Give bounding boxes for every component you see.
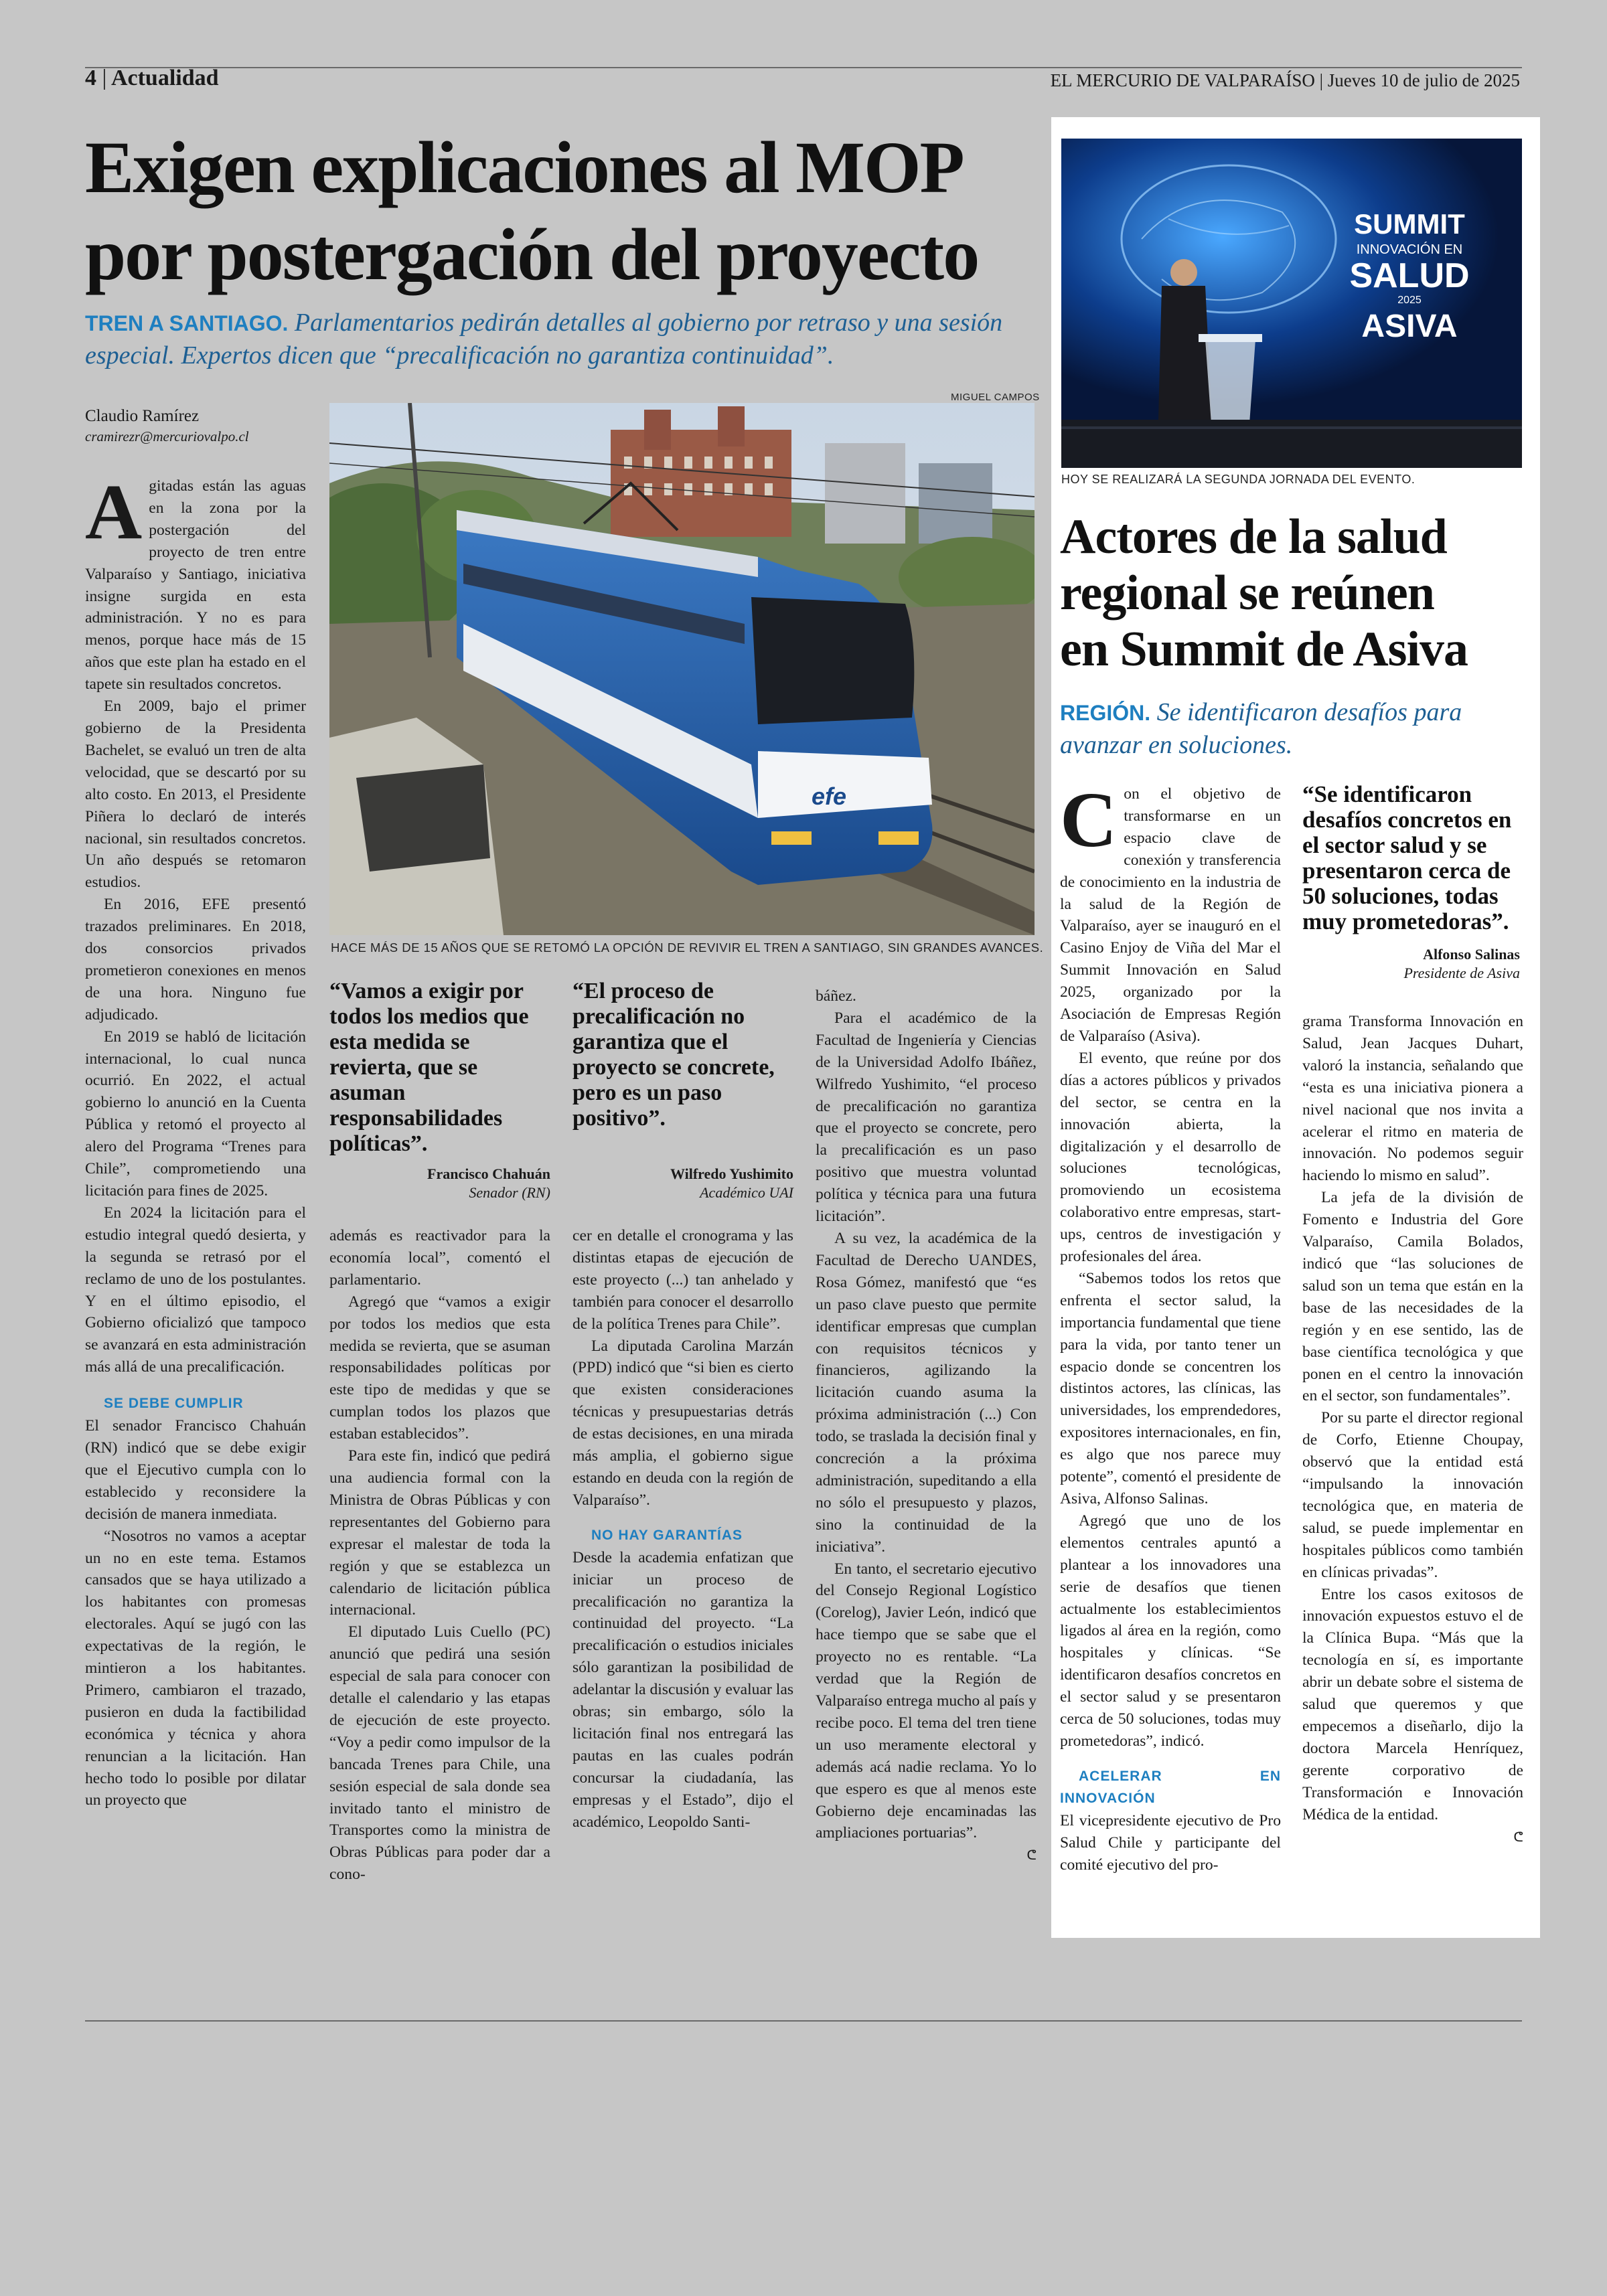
main-col2-p4: El diputado Luis Cuello (PC) anunció que pedirá una sesión especial de sala para conocer con detalle el calendario y las etapas de ejecución de este proyecto. “Voy a pedir como impulsor de la bancada Trenes para Chile, una sesión especial de sala donde sea invitado tanto el ministro de Transportes como la ministra de Obras Públicas para poder dar a cono- [329, 1623, 550, 1884]
main-col3-p1: cer en detalle el cronograma y las distintas etapas de ejecución de este proyecto (...) tan anhelado y también para conocer el desarrollo de la política Trenes para Chile”. [572, 1227, 793, 1333]
quote-salinas-attribution [1302, 945, 1520, 983]
page-number: 4 [85, 66, 96, 90]
side-col2-p1: grama Transforma Innovación en Salud, Jean Jacques Duhart, valoró la instancia, señalando que “esta es una iniciativa pionera a nivel nacional que nos invita a acelerar el ritmo en materia de innovación. No podemos seguir haciendo lo mismo en salud”. [1302, 1013, 1523, 1185]
banner-salud: SALUD [1349, 256, 1470, 295]
side-col1-p4: Agregó que uno de los elementos centrales apuntó a plantear a los innovadores una serie de desafíos que tienen actualmente los establecimientos ligados al área en la región, como hospitales y clínicas. “Se identificaron desafíos concretos en el sector salud y se presentaron cerca de 50 soluciones, todas muy prometedoras”, indicó. [1060, 1511, 1281, 1750]
side-col1-p5: El vicepresidente ejecutivo de Pro Salud Chile y participante del comité ejecutivo del pro- [1060, 1811, 1281, 1874]
summit-photo [1061, 139, 1522, 468]
main-col4-p4: En tanto, el secretario ejecutivo del Consejo Regional Logístico (Corelog), Javier León, indicó que hace tiempo que se sabe que el proyecto no es rentable. “La verdad que la Región de Valparaíso entrega mucho al país y recibe poco. El tema del tren tiene un uso meramente electoral y además acá nadie reclama. Yo lo que espero es que al menos este Gobierno deje encaminadas las ampliaciones portuarias”. [816, 1560, 1037, 1842]
side-headline-line2: regional se reúnen [1060, 566, 1434, 621]
main-subhead-debe-cumplir: SE DEBE CUMPLIR [104, 1396, 244, 1412]
side-end-mark-icon: ᕦ [1513, 1828, 1523, 1845]
train-illustration [329, 403, 1035, 935]
author-name: Claudio Ramírez [85, 407, 200, 425]
summit-photo-caption: HOY SE REALIZARÁ LA SEGUNDA JORNADA DEL EVENTO. [1061, 473, 1415, 486]
side-col1-p3: “Sabemos todos los retos que enfrenta el sector salud, la importancia fundamental que tiene para la vida, por tanto tener un espacio donde se concentren los distintos actores, las clínicas, las universidades, los emprendedores, expositores internacionales, en fin, es algo que nos parece muy potente”, comentó el presidente de Asiva, Alfonso Salinas. [1060, 1269, 1281, 1507]
main-col2-p1: además es reactivador para la economía local”, comentó el parlamentario. [329, 1227, 550, 1289]
main-col2-p3: Para este fin, indicó que pedirá una audiencia formal con la Ministra de Obras Públicas y con representantes del Gobierno para expresar el malestar de toda la región y que se establezca un calendario de licitación pública internacional. [329, 1447, 550, 1619]
publication-date: Jueves 10 de julio de 2025 [1327, 70, 1520, 90]
main-headline-line2: por postergación del proyecto [85, 214, 979, 295]
main-column-2 [329, 1225, 550, 1886]
summit-illustration [1061, 139, 1522, 468]
quote-chahuan-role: Senador (RN) [469, 1184, 550, 1201]
main-deck [85, 307, 1036, 372]
main-headline-line1: Exigen explicaciones al MOP [85, 127, 964, 208]
train-photo-caption: HACE MÁS DE 15 AÑOS QUE SE RETOMÓ LA OPCIÓN DE REVIVIR EL TREN A SANTIAGO, SIN GRANDES AVANCES. [331, 940, 1044, 955]
publication-name: EL MERCURIO DE VALPARAÍSO [1050, 70, 1315, 90]
main-col3-p3: Desde la academia enfatizan que iniciar un proceso de precalificación no garantiza la continuidad del proyecto. “La precalificación o estudios iniciales sólo garantizan la posibilidad de adelantar la discusión y evaluar las obras; sin embargo, sólo la licitación final nos entregará las pautas en las cuales podrán concursar la ciudadanía, las empresas y el Estado”, dijo el académico, Leopoldo Santi- [572, 1548, 793, 1831]
main-col1-p4: En 2019 se habló de licitación internacional, lo cual nunca ocurrió. En 2022, el actual gobierno lo anunció en la Cuenta Pública y retomó el proyecto al alero del Programa “Trenes para Chile”, comprometiendo una licitación para fines de 2025. [85, 1028, 306, 1200]
page-header-right: EL MERCURIO DE VALPARAÍSO | Jueves 10 de julio de 2025 [1050, 70, 1520, 90]
train-logo-text: efe [812, 783, 847, 810]
side-kicker: REGIÓN. [1060, 701, 1151, 725]
main-dropcap: A [85, 468, 143, 556]
main-column-1 [85, 468, 306, 1811]
main-column-4 [816, 985, 1037, 1866]
side-col2-p2: La jefa de la división de Fomento e Industria del Gore Valparaíso, Camila Bolados, indicó que “las soluciones de salud son un tema que están en la base de las necesidades de la región y en ese sentido, las de base científica tecnológica y que ponen en el centro la innovación en el sector, son fundamentales”. [1302, 1189, 1523, 1405]
quote-yushimito-name: Wilfredo Yushimito [670, 1165, 793, 1182]
side-column-2 [1302, 1011, 1523, 1848]
section-name: Actualidad [110, 66, 219, 90]
page-header-left: 4 | Actualidad [85, 66, 219, 90]
quote-chahuan-attribution [329, 1165, 550, 1202]
quote-salinas-role: Presidente de Asiva [1403, 965, 1520, 981]
main-headline [85, 124, 978, 298]
main-end-mark-icon: ᕦ [1026, 1847, 1037, 1864]
quote-salinas-text: “Se identificaron desafíos concretos en el sector salud y se presentaron cerca de 50 soluciones, todas muy prometedoras”. [1302, 781, 1512, 934]
side-col2-p3: Por su parte el director regional de Corfo, Etienne Choupay, observó que la entidad está “impulsando la innovación tecnológica que, en materia de salud, se puede implementar en hospitales públicos como también en clínicas privadas”. [1302, 1409, 1523, 1581]
quote-yushimito-text: “El proceso de precalificación no garantiza que el proyecto se concrete, pero es un paso positivo”. [572, 979, 775, 1131]
banner-asiva: ASIVA [1361, 309, 1458, 344]
main-col4-p1: báñez. [816, 987, 856, 1005]
side-col2-p4: Entre los casos exitosos de innovación expuestos estuvo el de la Clínica Bupa. “Más que la tecnología en sí, es importante abrir un debate sobre el sistema de salud que queremos y que empecemos a diseñarlo, dijo la doctora Marcela Henríquez, gerente corporativo de Transformación e Innovación Médica de la entidad. [1302, 1585, 1523, 1823]
byline [85, 407, 249, 445]
side-col1-p2: El evento, que reúne por dos días a actores públicos y privados del sector, se centra en la innovación abierta, la digitalización y el desarrollo de soluciones tecnológicas, promoviendo un ecosistema colaborativo entre empresas, start-ups, centros de investigación y profesionales del área. [1060, 1049, 1281, 1266]
author-email: cramirezr@mercuriovalpo.cl [85, 428, 249, 444]
main-col4-p2: Para el académico de la Facultad de Ingeniería y Ciencias de la Universidad Adolfo Ibáñez, Wilfredo Yushimito, “el proceso de precalificación no garantiza que el proyecto se concrete, pero la precalificación es un paso positivo que muestra voluntad política y técnica para una futura licitación”. [816, 1009, 1037, 1226]
quote-chahuan-name: Francisco Chahuán [427, 1165, 550, 1182]
main-col1-p5: En 2024 la licitación para el estudio integral quedó desierta, y la segunda se retrasó por el reclamo de uno de los postulantes. Y en el último episodio, el Gobierno oficializó que tampoco se avanzará en esta administración más allá de una precalificación. [85, 1204, 306, 1376]
side-headline [1060, 509, 1468, 677]
main-col1-p7: “Nosotros no vamos a aceptar un no en este tema. Estamos cansados que se haya utilizado a los habitantes con promesas electorales. Aquí se jugó con las expectativas de la región, le mintieron a los habitantes. Primero, cambiaron el trazado, pusieron en duda la factibilidad económica y técnica y ahora renuncian a la licitación. Han hecho todo lo posible por dilatar un proyecto que [85, 1527, 306, 1809]
quote-yushimito-role: Académico UAI [700, 1184, 793, 1201]
main-col1-p1: gitadas están las aguas en la zona por la postergación del proyecto de tren entre Valparaíso y Santiago, iniciativa insigne surgida en esta administración. Y no es para menos, porque hace más de 15 años que este plan ha estado en el tapete sin resultados concretos. [85, 477, 306, 693]
banner-innovacion: INNOVACIÓN EN [1356, 242, 1463, 257]
main-col3-p2: La diputada Carolina Marzán (PPD) indicó que “si bien es cierto que existen consideraciones técnicas y presupuestarias detrás de estas decisiones, en una mirada más amplia, el gobierno sigue estando en deuda con la región de Valparaíso”. [572, 1337, 793, 1509]
side-dropcap: C [1060, 776, 1118, 864]
banner-year: 2025 [1397, 295, 1422, 306]
quote-chahuan-text: “Vamos a exigir por todos los medios que esta medida se revierta, que se asuman responsabilidades políticas”. [329, 979, 529, 1156]
train-photo [329, 403, 1035, 935]
photo-credit: MIGUEL CAMPOS [951, 392, 1040, 403]
main-column-3 [572, 1225, 793, 1833]
main-col2-p2: Agregó que “vamos a exigir por todos los medios que esta medida se revierta, que se asuman responsabilidades políticas por este tipo de medidas y que se cumplan todos los plazos que estaban establecidos”. [329, 1293, 550, 1443]
main-col4-p3: A su vez, la académica de la Facultad de Derecho UANDES, Rosa Gómez, manifestó que “es un paso clave puesto que permite identificar empresas que cumplan con requisitos técnicos y financieros, agilizando la licitación cuando asuma la próxima administración (...) Con todo, se traslada la decisión final y concreción a la próxima administración, supeditando a ella no sólo el presupuesto y plazos, sino la continuidad de la iniciativa”. [816, 1229, 1037, 1556]
quote-salinas-name: Alfonso Salinas [1423, 946, 1520, 963]
main-col1-p3: En 2016, EFE presentó trazados preliminares. En 2018, dos consorcios privados prometieron conexiones en menos de una hora. Ninguno fue adjudicado. [85, 896, 306, 1023]
main-col1-p2: En 2009, bajo el primer gobierno de la Presidenta Bachelet, se evaluó un tren de alta velocidad, que se descartó por su alto costo. En 2013, el Presidente Piñera lo declaró de interés nacional, sin resultados concretos. Un año después se retomaron estudios. [85, 698, 306, 892]
side-col1-p1: on el objetivo de transformarse en un espacio clave de conexión y transferencia de conocimiento en la industria de la salud de la Región de Valparaíso, ayer se inauguró en el Casino Enjoy de Viña del Mar el Summit Innovación en Salud 2025, organizado por la Asociación de Empresas Región de Valparaíso (Asiva). [1060, 785, 1281, 1045]
quote-yushimito-attribution [572, 1165, 793, 1202]
side-column-1 [1060, 776, 1281, 1876]
main-kicker: TREN A SANTIAGO. [85, 311, 289, 335]
side-deck-text: Se identificaron desafíos para avanzar en soluciones. [1060, 698, 1462, 759]
main-col1-p6: El senador Francisco Chahuán (RN) indicó que se debe exigir que el Ejecutivo cumpla con lo establecido y reconsidere la decisión de manera inmediata. [85, 1417, 306, 1523]
side-subhead-acelerar: ACELERAR EN INNOVACIÓN [1060, 1768, 1281, 1806]
side-headline-line1: Actores de la salud [1060, 509, 1447, 564]
side-headline-line3: en Summit de Asiva [1060, 622, 1468, 677]
side-deck [1060, 696, 1522, 761]
main-subhead-no-hay-garantias: NO HAY GARANTÍAS [591, 1527, 743, 1543]
main-deck-text: Parlamentarios pedirán detalles al gobierno por retraso y una sesión especial. Expertos dicen que “precalificación no garantiza continuidad”. [85, 309, 1003, 370]
banner-summit: SUMMIT [1354, 208, 1465, 240]
